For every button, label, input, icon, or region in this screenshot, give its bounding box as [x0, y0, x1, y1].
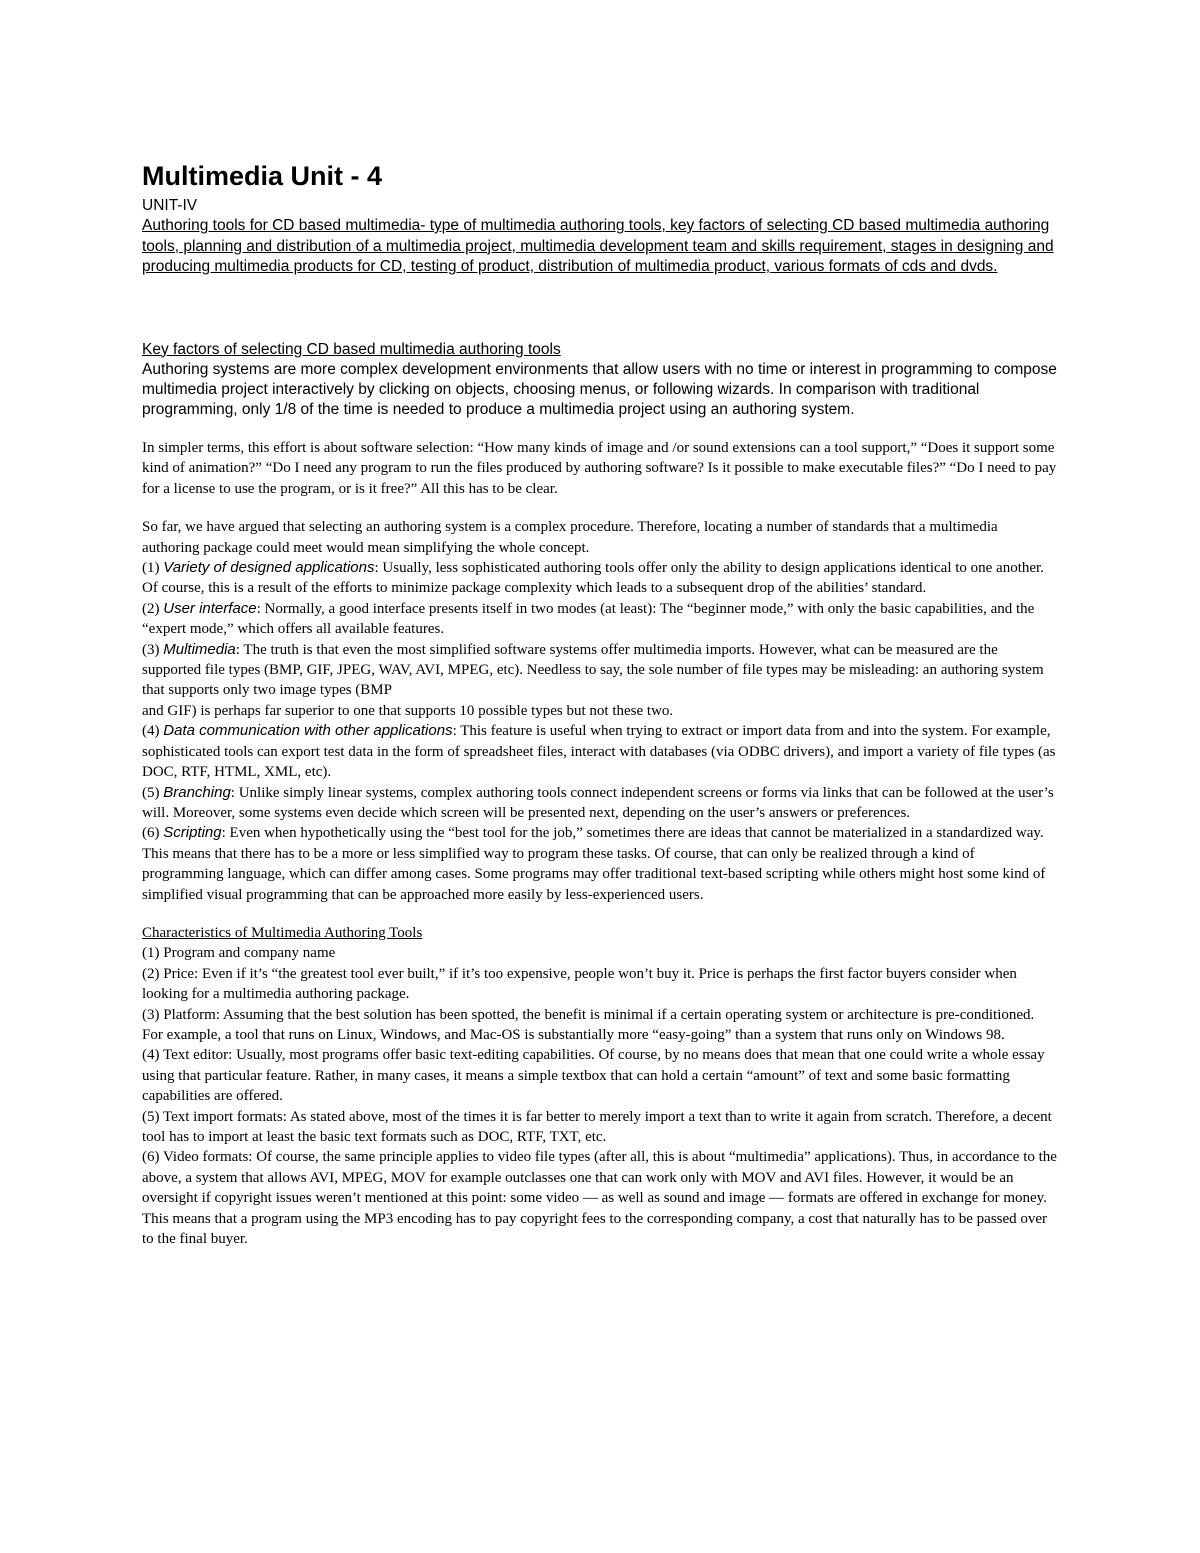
unit-label: UNIT-IV [142, 197, 198, 214]
characteristic-item: (3) Platform: Assuming that the best solution has been spotted, the benefit is minimal if a certain operating system or architecture is pre-conditioned. For example, a tool that runs on Linux, Windows, and Mac-OS is substantially more “easy-going” than a system that runs only on Windows 98. [142, 1006, 1035, 1043]
factor-item: (4) Data communication with other applications: This feature is useful when trying to extract or import data from and into the system. For example, sophisticated tools can export test data in the form of spreadsheet files, interact with databases (via ODBC drivers), and import a variety of file types (as DOC, RTF, HTML, XML, etc). [142, 722, 1056, 781]
selection-paragraph: In simpler terms, this effort is about software selection: “How many kinds of image and /or sound extensions can a tool support,” “Does it support some kind of animation?” “Do I need any program to run the files produced by authoring software? Is it possible to make executable files?” “Do I need to pay for a license to use the program, or is it free?” All this has to be clear. [142, 440, 1057, 497]
factor-item-continuation: and GIF) is perhaps far superior to one that supports 10 possible types but not these two. [142, 702, 674, 719]
factor-item: (5) Branching: Unlike simply linear systems, complex authoring tools connect independent screens or forms via links that can be followed at the user’s will. Moreover, some systems even decide which screen will be presented next, depending on the user’s answers or preferences. [142, 783, 1054, 821]
standards-paragraph: So far, we have argued that selecting an authoring system is a complex procedure. Therefore, locating a number of standards that a multimedia authoring package could meet would mean simplifying the whole concept. [142, 519, 998, 556]
characteristic-item: (6) Video formats: Of course, the same principle applies to video file types (after all, this is about “multimedia” applications). Thus, in accordance to the above, a system that allows AVI, MPEG, MOV for example outclasses one that can work only with MOV and AVI files. However, it would be an oversight if copyright issues weren’t mentioned at this point: some video — as well as sound and image — formats are offered in exchange for money. This means that a program using the MP3 encoding has to pay copyright fees to the corresponding company, a cost that naturally has to be passed over to the final buyer. [142, 1149, 1057, 1248]
factor-item: (2) User interface: Normally, a good interface presents itself in two modes (at least): The “beginner mode,” with only the basic capabilities, and the “expert mode,” which offers all available features. [142, 599, 1035, 638]
section-heading-characteristics: Characteristics of Multimedia Authoring Tools [142, 924, 423, 941]
characteristic-item: (1) Program and company name [142, 945, 336, 962]
characteristic-item: (2) Price: Even if it’s “the greatest tool ever built,” if it’s too expensive, people won’t buy it. Price is perhaps the first factor buyers consider when looking for a multimedia authoring package. [142, 965, 1017, 1003]
characteristic-item: (4) Text editor: Usually, most programs offer basic text-editing capabilities. Of course, by no means does that mean that one could write a whole essay using that particular feature. Rather, in many cases, it means a simple textbox that can hold a certain “amount” of text and some basic formatting capabilities are offered. [142, 1047, 1045, 1105]
section-heading-key-factors: Key factors of selecting CD based multimedia authoring tools [142, 340, 561, 358]
factor-item: (3) Multimedia: The truth is that even the most simplified software systems offer multimedia imports. However, what can be measured are the supported file types (BMP, GIF, JPEG, WAV, AVI, MPEG, etc). Needless to say, the sole number of file types may be misleading: an authoring system that supports only two image types (BMP [142, 640, 1044, 699]
intro-paragraph: Authoring systems are more complex development environments that allow users with no time or interest in programming to compose multimedia project interactively by clicking on objects, choosing menus, or following wizards. In comparison with traditional programming, only 1/8 of the time is needed to produce a multimedia project using an authoring system. [142, 361, 1057, 418]
page-title: Multimedia Unit - 4 [142, 161, 383, 191]
syllabus-summary: Authoring tools for CD based multimedia- type of multimedia authoring tools, key factors of selecting CD based multimedia authoring tools, planning and distribution of a multimedia project, multimedia development team and skills requirement, stages in designing and producing multimedia products for CD, testing of product, distribution of multimedia product, various formats of cds and dvds. [142, 217, 1054, 275]
document-page [142, 158, 1058, 1249]
factor-item: (6) Scripting: Even when hypothetically using the “best tool for the job,” sometimes there are ideas that cannot be materialized in a standardized way. This means that there has to be a more or less simplified way to program these tasks. Of course, that can only be realized through a kind of programming language, which can differ among cases. Some programs may offer traditional text-based scripting while others might host some kind of simplified visual programming that can be approached more easily by less-experienced users. [142, 824, 1046, 903]
characteristic-item: (5) Text import formats: As stated above, most of the times it is far better to merely import a text than to write it again from scratch. Therefore, a decent tool has to import at least the basic text formats such as DOC, RTF, TXT, etc. [142, 1108, 1052, 1145]
factor-item: (1) Variety of designed applications: Usually, less sophisticated authoring tools offer only the ability to design applications identical to one another. Of course, this is a result of the efforts to minimize package complexity which leads to a subsequent drop of the abilities’ standard. [142, 559, 1044, 597]
